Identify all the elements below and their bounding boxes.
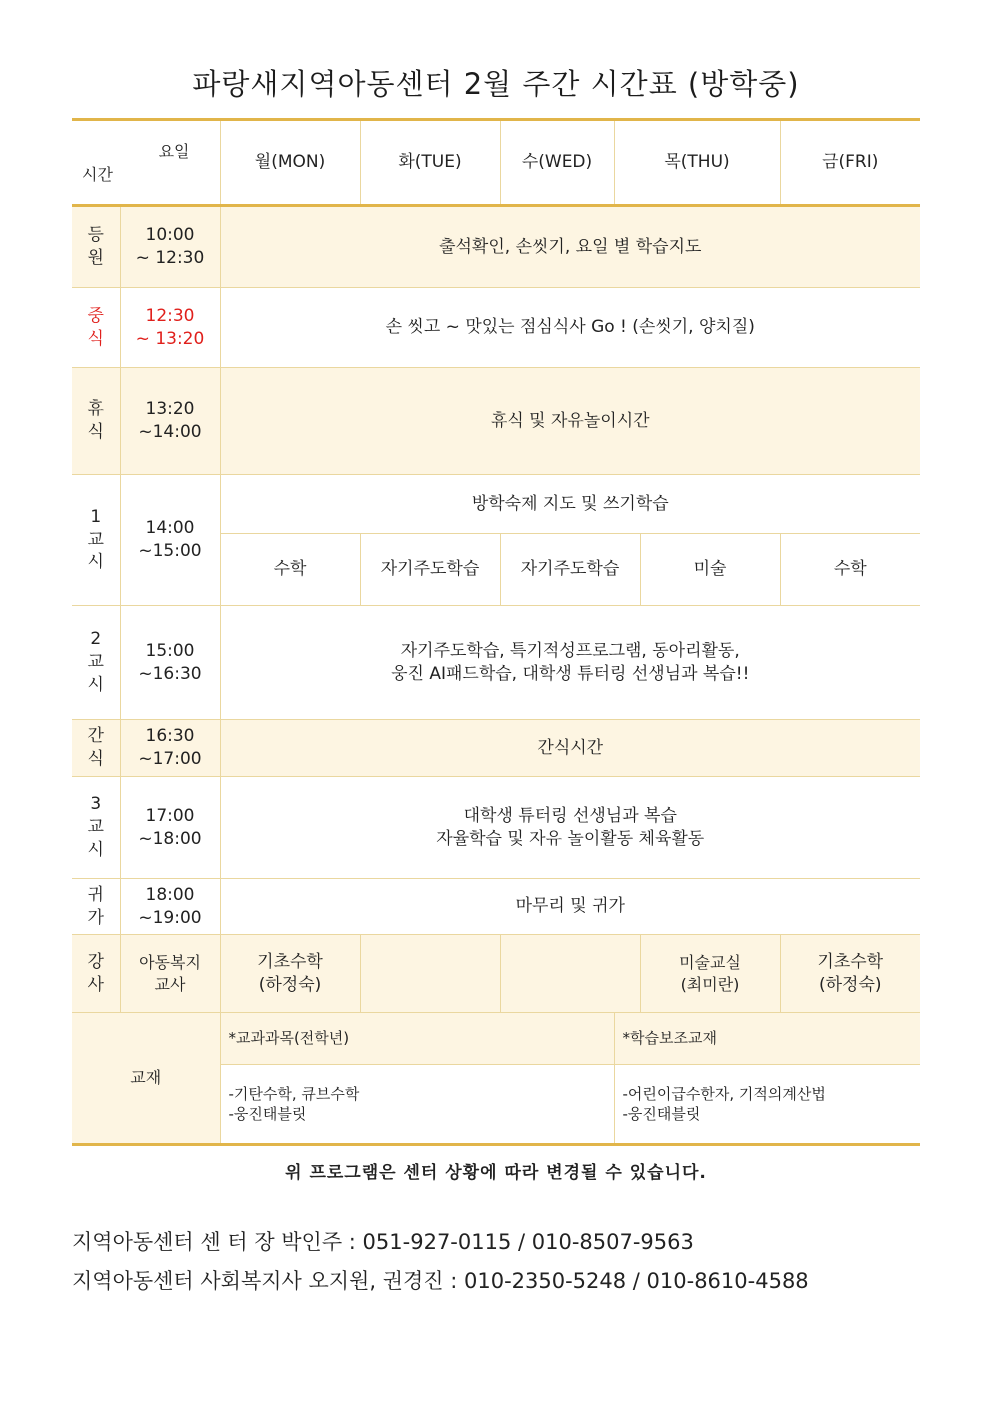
materials-right-head: *학습보조교재 xyxy=(614,1013,920,1065)
instructor-wed xyxy=(500,935,640,1013)
row-label: 2 교 시 xyxy=(72,606,120,720)
materials-left-list: -기탄수학, 큐브수학 -웅진태블릿 xyxy=(220,1065,614,1145)
row-label: 3 교 시 xyxy=(72,777,120,879)
row-period1 xyxy=(72,475,920,534)
weekly-schedule-table xyxy=(72,118,920,1146)
row-activity: 마무리 및 귀가 xyxy=(220,879,920,935)
instructor-role: 아동복지 교사 xyxy=(120,935,220,1013)
instructor-mon: 기초수학 (하정숙) xyxy=(220,935,360,1013)
row-home xyxy=(72,879,920,935)
instructor-tue xyxy=(360,935,500,1013)
row-label: 귀 가 xyxy=(72,879,120,935)
row-arrival xyxy=(72,206,920,288)
row-activity: 자기주도학습, 특기적성프로그램, 동아리활동, 웅진 AI패드학습, 대학생 튜터링 선생님과 복습!! xyxy=(220,606,920,720)
notice-text: 위 프로그램은 센터 상황에 따라 변경될 수 있습니다. xyxy=(285,1163,707,1183)
header-mon: 월(MON) xyxy=(220,120,360,206)
row-label: 1 교 시 xyxy=(72,475,120,606)
row-time: 10:00 ~ 12:30 xyxy=(120,206,220,288)
row-label: 간 식 xyxy=(72,720,120,777)
row-time: 13:20 ~14:00 xyxy=(120,368,220,475)
page-title: 파랑새지역아동센터 2월 주간 시간표 (방학중) xyxy=(192,67,800,101)
contact-director: 지역아동센터 센 터 장 박인주 : 051-927-0115 / 010-8507-9563 xyxy=(72,1230,694,1254)
row-label: 휴 식 xyxy=(72,368,120,475)
row-time: 15:00 ~16:30 xyxy=(120,606,220,720)
row-time: 14:00 ~15:00 xyxy=(120,475,220,606)
subject-fri: 수학 xyxy=(780,534,920,606)
header-row xyxy=(72,120,920,206)
row-activity: 방학숙제 지도 및 쓰기학습 xyxy=(220,475,920,534)
row-label: 등 원 xyxy=(72,206,120,288)
row-label: 중 식 xyxy=(72,288,120,368)
row-instructor xyxy=(72,935,920,1013)
row-activity: 간식시간 xyxy=(220,720,920,777)
row-time: 16:30 ~17:00 xyxy=(120,720,220,777)
subject-mon: 수학 xyxy=(220,534,360,606)
row-activity: 휴식 및 자유놀이시간 xyxy=(220,368,920,475)
row-period2 xyxy=(72,606,920,720)
row-time: 17:00 ~18:00 xyxy=(120,777,220,879)
row-snack xyxy=(72,720,920,777)
subject-tue: 자기주도학습 xyxy=(360,534,500,606)
materials-label: 교재 xyxy=(72,1013,220,1145)
header-wed: 수(WED) xyxy=(500,120,614,206)
row-activity: 대학생 튜터링 선생님과 복습 자율학습 및 자유 놀이활동 체육활동 xyxy=(220,777,920,879)
row-activity: 손 씻고 ~ 맛있는 점심식사 Go ! (손씻기, 양치질) xyxy=(220,288,920,368)
contact-social-workers: 지역아동센터 사회복지사 오지원, 권경진 : 010-2350-5248 / 010-8610-4588 xyxy=(72,1269,809,1293)
row-time: 18:00 ~19:00 xyxy=(120,879,220,935)
row-label: 강 사 xyxy=(72,935,120,1013)
header-corner-cell xyxy=(72,120,220,206)
header-fri: 금(FRI) xyxy=(780,120,920,206)
header-tue: 화(TUE) xyxy=(360,120,500,206)
subject-wed: 자기주도학습 xyxy=(500,534,640,606)
row-time: 12:30 ~ 13:20 xyxy=(120,288,220,368)
header-thu: 목(THU) xyxy=(614,120,780,206)
row-activity: 출석확인, 손씻기, 요일 별 학습지도 xyxy=(220,206,920,288)
row-period3 xyxy=(72,777,920,879)
header-day-label: 요일 xyxy=(158,142,190,161)
instructor-fri: 기초수학 (하정숙) xyxy=(780,935,920,1013)
header-time-label: 시간 xyxy=(82,165,113,185)
row-rest xyxy=(72,368,920,475)
row-materials-head xyxy=(72,1013,920,1065)
row-lunch xyxy=(72,288,920,368)
subject-thu: 미술 xyxy=(640,534,780,606)
materials-left-head: *교과과목(전학년) xyxy=(220,1013,614,1065)
instructor-thu: 미술교실 (최미란) xyxy=(640,935,780,1013)
materials-right-list: -어린이급수한자, 기적의계산법 -웅진태블릿 xyxy=(614,1065,920,1145)
